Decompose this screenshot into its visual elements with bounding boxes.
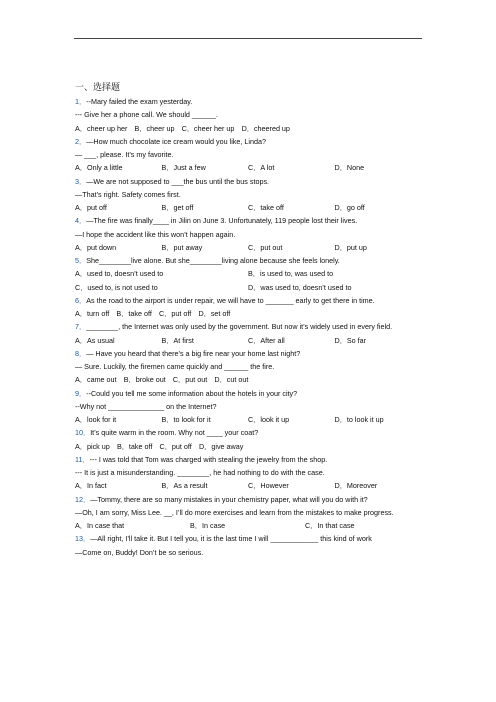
question-text: As the road to the airport is under repair, we will have to _______ early to get there in time.: [86, 295, 375, 305]
option: C．After all: [248, 335, 285, 345]
question-number: 1．: [75, 97, 87, 106]
section-title: 一、选择题: [75, 82, 121, 92]
option: D．to look it up: [334, 415, 384, 424]
header-rule: [74, 38, 422, 39]
question-number: 2．: [75, 136, 87, 146]
question-stem: [75, 95, 421, 108]
option: A．In case that: [75, 521, 125, 530]
question-line: [75, 228, 421, 241]
question-text: —That’s right. Safety comes first.: [75, 189, 181, 199]
option: C．take off: [248, 203, 284, 212]
question-line: [75, 546, 421, 559]
question-number: 6．: [75, 295, 87, 305]
question-text: —All right, I’ll take it. But I tell you, it is the last time I will ____________ this kind of work: [90, 534, 372, 544]
option: B．to look for it: [161, 415, 211, 424]
options-row: [75, 413, 421, 426]
question-number: 13．: [75, 534, 91, 544]
question-text: — ___, please. It’s my favorite.: [75, 150, 174, 159]
options-inline: A．cheer up her B．cheer up C．cheer her up D．cheered up: [75, 123, 290, 133]
option: D．was used to, doesn’t used to: [248, 282, 352, 292]
question-text: ________, the Internet was only used by the government. But now it’s widely used in every field.: [86, 322, 393, 332]
question-stem: [75, 294, 421, 307]
question-stem: [75, 320, 421, 333]
option: B．get off: [161, 203, 194, 212]
question-number: 12．: [75, 494, 91, 504]
question-text: —The fire was finally____ in Jilin on June 3. Unfortunately, 119 people lost their lives.: [86, 216, 358, 226]
question-text: —Oh, I am sorry, Miss Lee. __, I’ll do more exercises and learn from the mistakes to make progress.: [75, 507, 394, 517]
option: B．is used to, was used to: [248, 269, 334, 279]
options-inline: A．came out B．broke out C．put out D．cut out: [75, 375, 249, 385]
option: A．As usual: [75, 335, 115, 345]
question-text: — Have you heard that there’s a big fire near your home last night?: [86, 348, 301, 358]
question-stem: [75, 493, 421, 506]
question-text: It’s quite warm in the room. Why not ____ your coat?: [90, 428, 259, 438]
option: B．As a result: [161, 481, 208, 491]
option: C．However: [248, 481, 289, 491]
question-text: —How much chocolate ice cream would you like, Linda?: [86, 136, 266, 146]
question-line: [75, 148, 421, 161]
option: A．look for it: [75, 415, 117, 424]
question-text: --- I was told that Tom was charged with stealing the jewelry from the shop.: [89, 454, 328, 464]
option: B．Just a few: [161, 163, 206, 173]
question-text: —I hope the accident like this won’t happen again.: [75, 229, 236, 239]
question-number: 10．: [75, 428, 91, 438]
question-number: 9．: [75, 388, 87, 398]
question-line: [75, 400, 421, 413]
option: D．put up: [334, 242, 367, 252]
question-number: 4．: [75, 216, 87, 226]
options-row: [75, 334, 421, 347]
options-inline: A．pick up B．take off C．put off D．give away: [75, 441, 244, 451]
option: A．Only a little: [75, 163, 123, 173]
question-text: —Tommy, there are so many mistakes in your chemistry paper, what will you do with it?: [90, 494, 368, 504]
option: D．Moreover: [334, 481, 378, 491]
question-line: [75, 506, 421, 519]
option: C．used to, is not used to: [75, 282, 158, 292]
question-stem: [75, 175, 421, 188]
question-number: 3．: [75, 176, 87, 186]
document-body: [75, 80, 421, 559]
question-text: She________live alone. But she________living alone because she feels lonely.: [86, 256, 340, 265]
option: A．put down: [75, 242, 117, 252]
options-row: [75, 241, 421, 254]
question-number: 8．: [75, 348, 87, 358]
option: C．A lot: [248, 163, 275, 173]
option: B．put away: [161, 242, 203, 252]
question-number: 7．: [75, 322, 87, 332]
question-stem: [75, 453, 421, 466]
options-row: [75, 519, 421, 532]
question-number: 5．: [75, 256, 87, 265]
question-line: [75, 360, 421, 373]
question-text: --Mary failed the exam yesterday.: [86, 97, 193, 106]
options-row: [75, 201, 421, 214]
option: A．used to, doesn’t used to: [75, 269, 164, 279]
option: D．go off: [334, 203, 365, 212]
question-stem: [75, 135, 421, 148]
question-stem: [75, 214, 421, 227]
question-text: — Sure. Luckily, the firemen came quickly and ______ the fire.: [75, 362, 275, 371]
question-text: --- It is just a misunderstanding. ________, he had nothing to do with the case.: [75, 468, 325, 477]
options-row: [75, 161, 421, 174]
options-row: [75, 281, 421, 294]
option: D．So far: [334, 335, 367, 345]
option: A．put off: [75, 203, 107, 212]
question-text: --Why not ______________ on the Internet?: [75, 401, 217, 411]
question-stem: [75, 347, 421, 360]
option: C．look it up: [248, 415, 290, 424]
options-inline: A．turn off B．take off C．put off D．set off: [75, 309, 231, 318]
question-text: —Come on, Buddy! Don’t be so serious.: [75, 547, 204, 557]
question-text: —We are not supposed to ___the bus until the bus stops.: [86, 176, 270, 186]
question-stem: [75, 254, 421, 267]
option: B．At first: [161, 335, 194, 345]
question-text: --Could you tell me some information about the hotels in your city?: [86, 388, 298, 398]
options-row: [75, 479, 421, 492]
question-stem: [75, 426, 421, 439]
option: B．In case: [190, 521, 226, 530]
options-row: [75, 267, 421, 280]
option: A．In fact: [75, 481, 107, 491]
question-line: [75, 188, 421, 201]
question-line: [75, 108, 421, 121]
question-text: --- Give her a phone call. We should ______.: [75, 110, 218, 120]
question-line: [75, 466, 421, 479]
option: C．In that case: [305, 521, 355, 530]
question-stem: [75, 387, 421, 400]
question-stem: [75, 532, 421, 545]
question-number: 11．: [75, 454, 90, 464]
option: D．None: [334, 163, 365, 173]
option: C．put out: [248, 242, 283, 252]
